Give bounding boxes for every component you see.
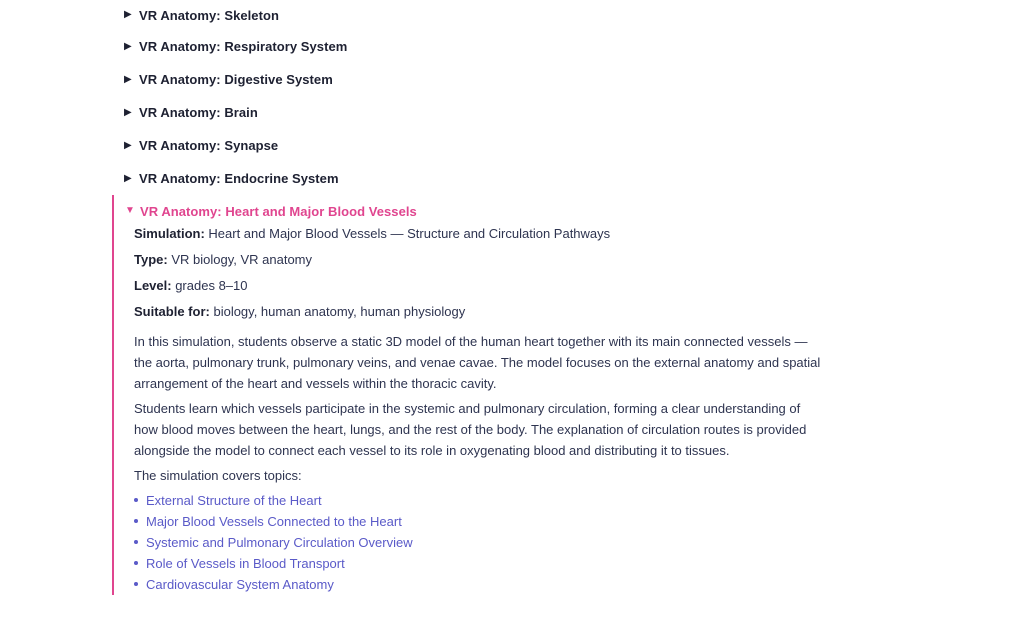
bullet-icon	[134, 498, 138, 502]
level-label: Level:	[134, 278, 172, 293]
type-meta	[134, 253, 822, 279]
level-value: grades 8–10	[175, 278, 248, 293]
list-item	[134, 532, 822, 553]
caret-right-icon: ▶	[124, 139, 132, 151]
topic-link[interactable]: Systemic and Pulmonary Circulation Overview	[146, 535, 413, 550]
accordion-item-digestive	[112, 63, 832, 96]
bullet-icon	[134, 519, 138, 523]
accordion-item-endocrine	[112, 162, 832, 195]
accordion-header-endocrine[interactable]	[112, 162, 832, 195]
bullet-icon	[134, 582, 138, 586]
topic-link[interactable]: External Structure of the Heart	[146, 493, 322, 508]
accordion-body-heart	[114, 227, 832, 595]
topics-lead: The simulation covers topics:	[134, 468, 302, 483]
topic-link[interactable]: Major Blood Vessels Connected to the Heart	[146, 514, 402, 529]
simulation-label: Simulation:	[134, 226, 205, 241]
accordion-header-synapse[interactable]	[112, 129, 832, 162]
accordion-title: VR Anatomy: Heart and Major Blood Vessels	[140, 203, 417, 219]
accordion-header-skeleton[interactable]	[112, 0, 832, 30]
accordion-item-brain	[112, 96, 832, 129]
level-meta	[134, 279, 822, 305]
accordion-item-heart	[112, 195, 832, 595]
accordion-item-synapse	[112, 129, 832, 162]
suitable-value: biology, human anatomy, human physiology	[213, 304, 466, 319]
list-item	[134, 490, 822, 511]
accordion-header-brain[interactable]	[112, 96, 832, 129]
suitable-meta	[134, 305, 822, 331]
list-item	[134, 511, 822, 532]
accordion-header-digestive[interactable]	[112, 63, 832, 96]
accordion-title: VR Anatomy: Endocrine System	[139, 171, 339, 186]
bullet-icon	[134, 561, 138, 565]
accordion-header-heart[interactable]	[114, 195, 832, 227]
caret-right-icon: ▶	[124, 172, 132, 184]
description-paragraph-1: In this simulation, students observe a static 3D model of the human heart together with its main connected vessels — the aorta, pulmonary trunk, pulmonary veins, and venae cavae. The model focuses on the external anatomy and spatial arrangement of the heart and vessels within the thoracic cavity.	[134, 334, 821, 391]
list-item	[134, 574, 822, 595]
description-paragraph-2: Students learn which vessels participate in the systemic and pulmonary circulation, forming a clear understanding of how blood moves between the heart, lungs, and the rest of the body. The explanation of circulation routes is provided alongside the model to connect each vessel to its role in oxygenating blood and distributing it to tissues.	[134, 401, 807, 458]
accordion-title: VR Anatomy: Synapse	[139, 138, 279, 153]
caret-right-icon: ▶	[124, 9, 132, 20]
caret-down-icon: ▼	[125, 205, 135, 216]
simulation-accordion	[112, 0, 832, 595]
type-label: Type:	[134, 252, 168, 267]
accordion-item-respiratory	[112, 30, 832, 63]
accordion-title: VR Anatomy: Brain	[139, 105, 258, 120]
list-item	[134, 553, 822, 574]
accordion-item-skeleton	[112, 0, 832, 30]
caret-right-icon: ▶	[124, 40, 132, 52]
topics-list	[134, 490, 822, 595]
accordion-header-respiratory[interactable]	[112, 30, 832, 63]
accordion-title: VR Anatomy: Skeleton	[139, 7, 279, 23]
type-value: VR biology, VR anatomy	[171, 252, 313, 267]
suitable-label: Suitable for:	[134, 304, 210, 319]
simulation-value: Heart and Major Blood Vessels — Structure and Circulation Pathways	[208, 226, 611, 241]
accordion-title: VR Anatomy: Digestive System	[139, 72, 333, 87]
topic-link[interactable]: Role of Vessels in Blood Transport	[146, 556, 345, 571]
topic-link[interactable]: Cardiovascular System Anatomy	[146, 577, 334, 592]
simulation-meta	[134, 227, 822, 253]
bullet-icon	[134, 540, 138, 544]
caret-right-icon: ▶	[124, 106, 132, 118]
caret-right-icon: ▶	[124, 73, 132, 85]
accordion-title: VR Anatomy: Respiratory System	[139, 39, 348, 54]
